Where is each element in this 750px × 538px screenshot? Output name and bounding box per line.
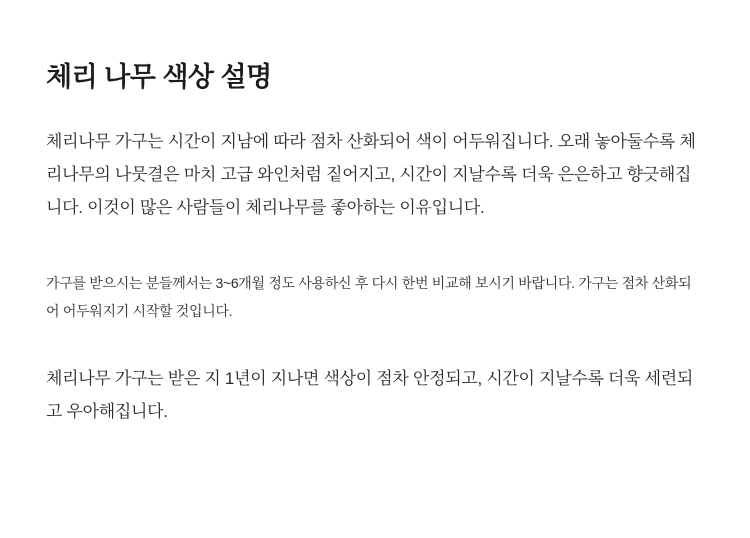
page-title: 체리 나무 색상 설명: [46, 62, 272, 92]
paragraph-closing: 체리나무 가구는 받은 지 1년이 지나면 색상이 점차 안정되고, 시간이 지날수록 더욱 세련되고 우아해집니다.: [46, 368, 694, 422]
paragraph-intro: 체리나무 가구는 시간이 지남에 따라 점차 산화되어 색이 어두워집니다. 오래 놓아둘수록 체리나무의 나뭇결은 마치 고급 와인처럼 짙어지고, 시간이 지날수록 더욱 은은하고 향긋해집니다. 이것이 많은 사람들이 체리나무를 좋아하는 이유입니다.: [46, 132, 696, 218]
paragraph-note: 가구를 받으시는 분들께서는 3~6개월 정도 사용하신 후 다시 한번 비교해 보시기 바랍니다. 가구는 점차 산화되어 어두워지기 시작할 것입니다.: [46, 274, 692, 320]
